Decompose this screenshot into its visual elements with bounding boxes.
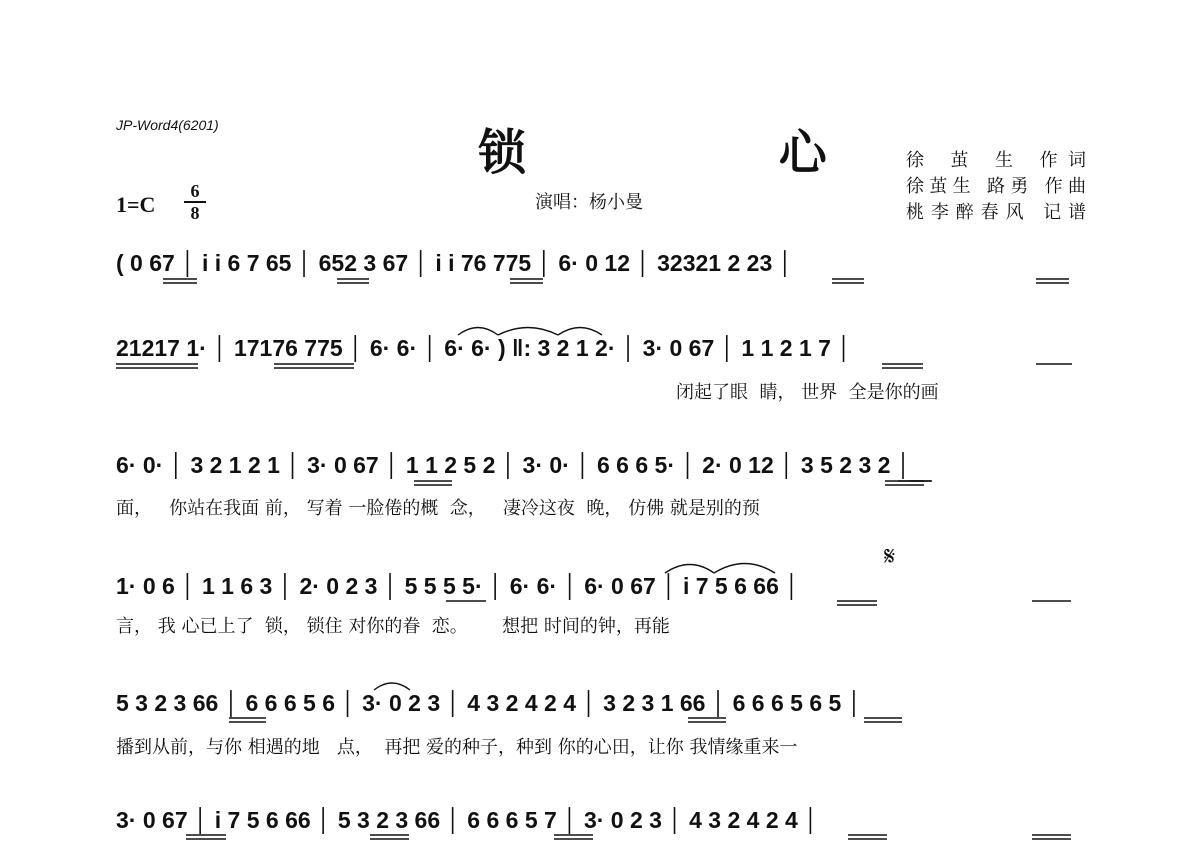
transcriber-credit: 桃李醉春风 记谱 [906,202,1086,223]
score-line-6-notes: 3· 0 67 │ i 7 5 6 66 │ 5 3 2 3 66 │ 6 6 6 5 7 │ 3· 0 2 3 │ 4 3 2 4 2 4 │ [116,807,819,833]
score-line-3-lyrics: 面， 你站在我面 前， 写着 一脸倦的概 念， 凄冷这夜 晚， 仿佛 就是别的预 [116,498,760,519]
lyricist-credit: 徐 茧 生 作词 [906,150,1086,171]
score-line-4-lyrics: 言， 我 心已上了 锁， 锁住 对你的眷 恋。 想把 时间的钟，再能 [116,616,670,637]
score-line-4-notes: 1· 0 6 │ 1 1 6 3 │ 2· 0 2 3 │ 5 5 5 5· │ 6· 6· │ 6· 0 67 │ i 7 5 6 66 │ [116,573,800,599]
score-line-2-lyrics: 闭起了眼 睛， 世界 全是你的画 [676,382,939,403]
singer-credit: 演唱：杨小曼 [535,192,643,213]
song-title: 锁 心 [478,125,945,181]
key-signature: 1=C [116,192,156,217]
time-signature-denominator: 8 [190,203,200,223]
score-line-3-notes: 6· 0· │ 3 2 1 2 1 │ 3· 0 67 │ 1 1 2 5 2 │ 3· 0· │ 6 6 6 5· │ 2· 0 12 │ 3 5 2 3 2 │ [116,452,912,478]
time-signature [184,182,206,222]
score-line-5-lyrics: 播到从前，与你 相遇的地 点， 再把 爱的种子，种到 你的心田，让你 我情缘重来一 [116,737,798,758]
time-signature-numerator: 6 [184,182,206,203]
score-line-2-notes: 21217 1· │ 17176 775 │ 6· 6· │ 6· 6· ) ‖: 3 2 1 2· │ 3· 0 67 │ 1 1 2 1 7 │ [116,335,852,361]
software-label: JP-Word4(6201) [116,117,219,133]
score-line-5-notes: 5 3 2 3 66 │ 6 6 6 5 6 │ 3· 0 2 3 │ 4 3 2 4 2 4 │ 3 2 3 1 66 │ 6 6 6 5 6 5 │ [116,690,863,716]
segno-sign: 𝄋 [884,542,896,572]
score-line-1-notes: ( 0 67 │ i i 6 7 65 │ 652 3 67 │ i i 76 775 │ 6· 0 12 │ 32321 2 23 │ [116,250,794,276]
composer-credit: 徐茧生 路勇 作曲 [906,176,1086,197]
credits-block [906,148,1086,226]
